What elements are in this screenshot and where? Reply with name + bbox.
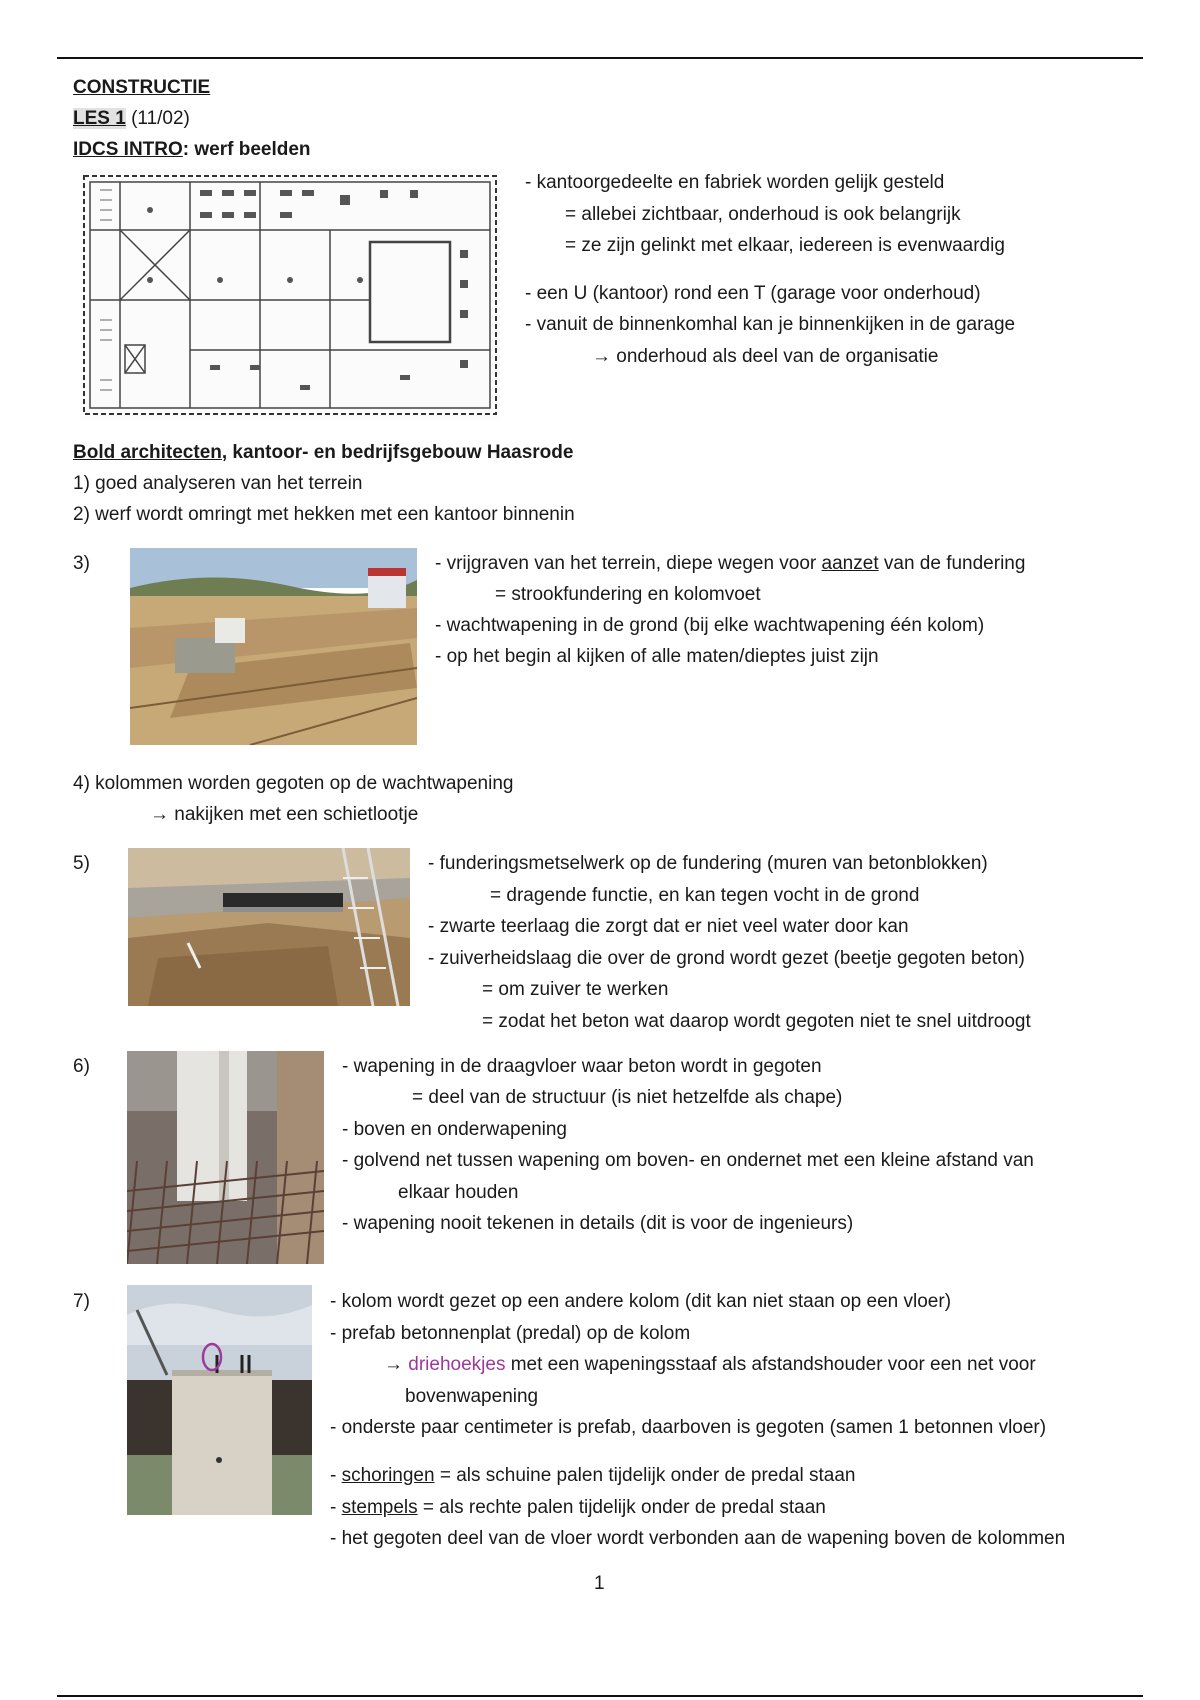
idcs-rest: : werf beelden bbox=[182, 139, 311, 160]
step-4-line-2: → nakijken met een schietlootje bbox=[150, 804, 419, 825]
step-7-shoring-term: schoringen bbox=[341, 1465, 435, 1486]
step-1: 1) goed analyseren van het terrein bbox=[73, 473, 363, 494]
step-7-line-2: - prefab betonnenplat (predal) op de kolom bbox=[330, 1323, 691, 1344]
step-6-line-2: = deel van de structuur (is niet hetzelfde als chape) bbox=[412, 1087, 843, 1108]
step-7-line-8: - het gegoten deel van de vloer wordt verbonden aan de wapening boven de kolommen bbox=[330, 1528, 1066, 1549]
step-5-line-4: - zuiverheidslaag die over de grond wordt gezet (beetje gegoten beton) bbox=[428, 948, 1025, 969]
page-number: 1 bbox=[594, 1573, 605, 1594]
excavation-photo bbox=[130, 548, 417, 745]
bottom-rule bbox=[57, 1695, 1143, 1697]
step-3-line-1-term: aanzet bbox=[821, 553, 879, 574]
plan-note-4: - een U (kantoor) rond een T (garage voor onderhoud) bbox=[525, 283, 981, 304]
step-7-line-7 bbox=[330, 1497, 826, 1520]
step-5-line-3: - zwarte teerlaag die zorgt dat er niet veel water door kan bbox=[428, 916, 909, 937]
step-7-line-3-rest: met een wapeningsstaaf als afstandshouder voor een net voor bbox=[505, 1354, 1036, 1375]
step-7-line-7-post: = als rechte palen tijdelijk onder de predal staan bbox=[417, 1497, 826, 1518]
step-6-line-4: - golvend net tussen wapening om boven- en ondernet met een kleine afstand van bbox=[342, 1150, 1034, 1171]
step-7-triangles-term: driehoekjes bbox=[408, 1354, 506, 1375]
step-7-line-1: - kolom wordt gezet op een andere kolom (dit kan niet staan op een vloer) bbox=[330, 1291, 952, 1312]
step-3-line-2: = strookfundering en kolomvoet bbox=[495, 584, 761, 605]
step-6-line-6: - wapening nooit tekenen in details (dit is voor de ingenieurs) bbox=[342, 1213, 854, 1234]
plan-note-3: = ze zijn gelinkt met elkaar, iedereen is evenwaardig bbox=[565, 235, 1005, 256]
step-7-line-7-pre: - bbox=[330, 1497, 342, 1518]
reinforcement-photo bbox=[127, 1051, 324, 1264]
step-3-line-1-pre: - vrijgraven van het terrein, diepe wegen voor bbox=[435, 553, 822, 574]
step-5-line-6: = zodat het beton wat daarop wordt gegoten niet te snel uitdroogt bbox=[482, 1011, 1031, 1032]
section-heading-firm: Bold architecten bbox=[73, 442, 222, 463]
step-6-line-3: - boven en onderwapening bbox=[342, 1119, 568, 1140]
step-6-line-5: elkaar houden bbox=[398, 1182, 519, 1203]
step-7-label: 7) bbox=[73, 1291, 90, 1312]
plan-note-6: → onderhoud als deel van de organisatie bbox=[592, 346, 939, 367]
lesson-date: (11/02) bbox=[131, 108, 190, 129]
step-2: 2) werf wordt omringt met hekken met een kantoor binnenin bbox=[73, 504, 575, 525]
section-heading-rest: , kantoor- en bedrijfsgebouw Haasrode bbox=[221, 442, 574, 463]
step-7-line-3 bbox=[384, 1354, 1036, 1377]
plan-note-2: = allebei zichtbaar, onderhoud is ook belangrijk bbox=[565, 204, 961, 225]
step-7-line-6 bbox=[330, 1465, 855, 1488]
top-rule bbox=[57, 57, 1143, 59]
step-7-line-5: - onderste paar centimeter is prefab, daarboven is gegoten (samen 1 betonnen vloer) bbox=[330, 1417, 1047, 1438]
step-7-line-6-pre: - bbox=[330, 1465, 342, 1486]
step-5-line-1: - funderingsmetselwerk op de fundering (muren van betonblokken) bbox=[428, 853, 988, 874]
floor-plan-image bbox=[80, 170, 500, 420]
step-3-line-1 bbox=[435, 553, 1025, 576]
step-5-label: 5) bbox=[73, 853, 90, 874]
step-3-line-1-post: van de fundering bbox=[878, 553, 1026, 574]
doc-title: CONSTRUCTIE bbox=[73, 77, 211, 98]
step-3-label: 3) bbox=[73, 553, 90, 574]
plan-note-1: - kantoorgedeelte en fabriek worden gelijk gesteld bbox=[525, 172, 945, 193]
lesson-label: LES 1 bbox=[73, 108, 126, 129]
idcs-label: IDCS INTRO bbox=[73, 139, 183, 160]
precast-column-photo bbox=[127, 1285, 312, 1515]
step-6-label: 6) bbox=[73, 1056, 90, 1077]
step-6-line-1: - wapening in de draagvloer waar beton wordt in gegoten bbox=[342, 1056, 822, 1077]
foundation-masonry-photo bbox=[128, 848, 410, 1006]
step-3-line-4: - op het begin al kijken of alle maten/dieptes juist zijn bbox=[435, 646, 879, 667]
step-7-props-term: stempels bbox=[341, 1497, 418, 1518]
step-7-line-6-post: = als schuine palen tijdelijk onder de predal staan bbox=[434, 1465, 856, 1486]
step-3-line-3: - wachtwapening in de grond (bij elke wachtwapening één kolom) bbox=[435, 615, 985, 636]
step-7-line-4: bovenwapening bbox=[405, 1386, 539, 1407]
idcs-heading bbox=[73, 139, 311, 162]
plan-note-5: - vanuit de binnenkomhal kan je binnenkijken in de garage bbox=[525, 314, 1016, 335]
step-5-line-5: = om zuiver te werken bbox=[482, 979, 669, 1000]
step-5-line-2: = dragende functie, en kan tegen vocht in de grond bbox=[490, 885, 920, 906]
step-4-line-1: 4) kolommen worden gegoten op de wachtwapening bbox=[73, 773, 514, 794]
section-heading bbox=[73, 442, 573, 465]
step-7-arrow: → bbox=[384, 1354, 409, 1375]
lesson-line bbox=[73, 108, 190, 131]
